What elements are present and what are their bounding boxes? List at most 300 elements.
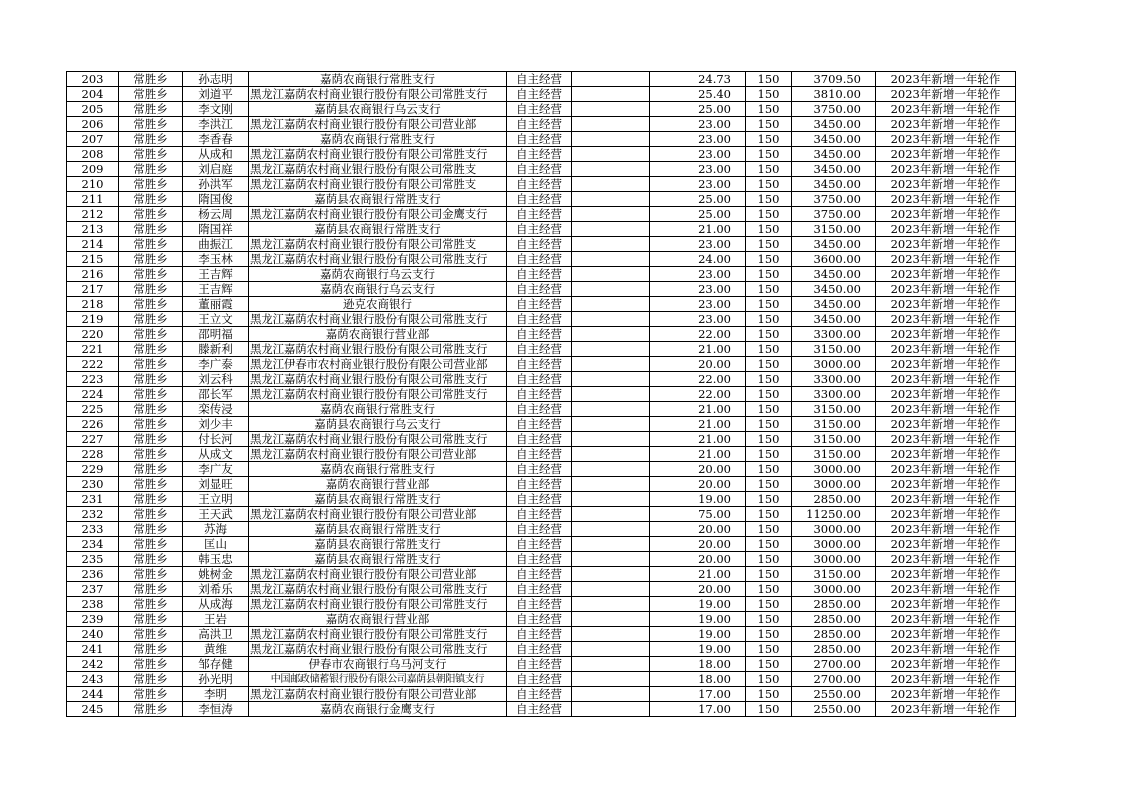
note-cell: 2023年新增一年轮作: [876, 492, 1016, 507]
bank-name-cell: 嘉荫农商银行营业部: [249, 612, 507, 627]
bank-name-cell: 嘉荫农商银行常胜支行: [249, 132, 507, 147]
subsidy-rate-cell: 150: [746, 162, 792, 177]
area-cell: 20.00: [650, 537, 746, 552]
subsidy-amount-cell: 3709.50: [792, 72, 876, 87]
farmer-name-cell: 曲振江: [183, 237, 249, 252]
subsidy-rate-cell: 150: [746, 597, 792, 612]
subsidy-amount-cell: 3000.00: [792, 552, 876, 567]
subsidy-rate-cell: 150: [746, 702, 792, 717]
farmer-name-cell: 王天武: [183, 507, 249, 522]
row-number-cell: 216: [67, 267, 119, 282]
farmer-name-cell: 付长河: [183, 432, 249, 447]
bank-name-cell: 黑龙江嘉荫农村商业银行股份有限公司营业部: [249, 507, 507, 522]
subsidy-amount-cell: 2850.00: [792, 642, 876, 657]
township-cell: 常胜乡: [119, 597, 183, 612]
subsidy-rate-cell: 150: [746, 132, 792, 147]
note-cell: 2023年新增一年轮作: [876, 477, 1016, 492]
farmer-name-cell: 苏海: [183, 522, 249, 537]
farmer-name-cell: 刘启庭: [183, 162, 249, 177]
subsidy-amount-cell: 3450.00: [792, 132, 876, 147]
farmer-name-cell: 从成文: [183, 447, 249, 462]
row-number-cell: 221: [67, 342, 119, 357]
operation-mode-cell: 自主经营: [507, 432, 572, 447]
area-cell: 22.00: [650, 387, 746, 402]
bank-name-cell: 黑龙江嘉荫农村商业银行股份有限公司常胜支行: [249, 342, 507, 357]
farmer-name-cell: 孙洪军: [183, 177, 249, 192]
operation-mode-cell: 自主经营: [507, 162, 572, 177]
row-number-cell: 217: [67, 282, 119, 297]
bank-name-cell: 嘉荫县农商银行乌云支行: [249, 102, 507, 117]
township-cell: 常胜乡: [119, 312, 183, 327]
operation-mode-cell: 自主经营: [507, 567, 572, 582]
subsidy-rate-cell: 150: [746, 627, 792, 642]
note-cell: 2023年新增一年轮作: [876, 672, 1016, 687]
subsidy-rate-cell: 150: [746, 372, 792, 387]
subsidy-amount-cell: 3450.00: [792, 267, 876, 282]
subsidy-rate-cell: 150: [746, 417, 792, 432]
note-cell: 2023年新增一年轮作: [876, 702, 1016, 717]
table-row: [67, 162, 1016, 177]
empty-cell: [572, 297, 650, 312]
subsidy-table: [66, 71, 1016, 717]
table-row: [67, 492, 1016, 507]
note-cell: 2023年新增一年轮作: [876, 282, 1016, 297]
note-cell: 2023年新增一年轮作: [876, 387, 1016, 402]
subsidy-rate-cell: 150: [746, 522, 792, 537]
operation-mode-cell: 自主经营: [507, 627, 572, 642]
subsidy-amount-cell: 3750.00: [792, 207, 876, 222]
area-cell: 19.00: [650, 597, 746, 612]
subsidy-rate-cell: 150: [746, 612, 792, 627]
farmer-name-cell: 姚树金: [183, 567, 249, 582]
row-number-cell: 204: [67, 87, 119, 102]
bank-name-cell: 嘉荫农商银行常胜支行: [249, 72, 507, 87]
row-number-cell: 237: [67, 582, 119, 597]
subsidy-amount-cell: 2850.00: [792, 612, 876, 627]
area-cell: 22.00: [650, 327, 746, 342]
subsidy-rate-cell: 150: [746, 507, 792, 522]
row-number-cell: 206: [67, 117, 119, 132]
bank-name-cell: 黑龙江嘉荫农村商业银行股份有限公司常胜支行: [249, 432, 507, 447]
farmer-name-cell: 李洪江: [183, 117, 249, 132]
area-cell: 23.00: [650, 177, 746, 192]
farmer-name-cell: 孙光明: [183, 672, 249, 687]
note-cell: 2023年新增一年轮作: [876, 342, 1016, 357]
area-cell: 24.73: [650, 72, 746, 87]
subsidy-rate-cell: 150: [746, 657, 792, 672]
row-number-cell: 209: [67, 162, 119, 177]
row-number-cell: 232: [67, 507, 119, 522]
bank-name-cell: 黑龙江嘉荫农村商业银行股份有限公司金鹰支行: [249, 207, 507, 222]
farmer-name-cell: 董丽霞: [183, 297, 249, 312]
area-cell: 18.00: [650, 672, 746, 687]
subsidy-amount-cell: 3450.00: [792, 177, 876, 192]
table-row: [67, 387, 1016, 402]
operation-mode-cell: 自主经营: [507, 507, 572, 522]
operation-mode-cell: 自主经营: [507, 687, 572, 702]
subsidy-rate-cell: 150: [746, 282, 792, 297]
table-row: [67, 402, 1016, 417]
area-cell: 19.00: [650, 642, 746, 657]
operation-mode-cell: 自主经营: [507, 492, 572, 507]
empty-cell: [572, 237, 650, 252]
empty-cell: [572, 207, 650, 222]
township-cell: 常胜乡: [119, 147, 183, 162]
note-cell: 2023年新增一年轮作: [876, 237, 1016, 252]
note-cell: 2023年新增一年轮作: [876, 192, 1016, 207]
operation-mode-cell: 自主经营: [507, 177, 572, 192]
farmer-name-cell: 王岩: [183, 612, 249, 627]
note-cell: 2023年新增一年轮作: [876, 402, 1016, 417]
note-cell: 2023年新增一年轮作: [876, 327, 1016, 342]
empty-cell: [572, 447, 650, 462]
row-number-cell: 207: [67, 132, 119, 147]
area-cell: 19.00: [650, 492, 746, 507]
farmer-name-cell: 王吉辉: [183, 267, 249, 282]
area-cell: 21.00: [650, 342, 746, 357]
farmer-name-cell: 栾传浸: [183, 402, 249, 417]
subsidy-rate-cell: 150: [746, 117, 792, 132]
bank-name-cell: 黑龙江嘉荫农村商业银行股份有限公司常胜支行: [249, 597, 507, 612]
operation-mode-cell: 自主经营: [507, 642, 572, 657]
township-cell: 常胜乡: [119, 522, 183, 537]
farmer-name-cell: 韩玉忠: [183, 552, 249, 567]
subsidy-rate-cell: 150: [746, 237, 792, 252]
empty-cell: [572, 552, 650, 567]
table-row: [67, 507, 1016, 522]
subsidy-amount-cell: 3150.00: [792, 432, 876, 447]
township-cell: 常胜乡: [119, 687, 183, 702]
township-cell: 常胜乡: [119, 657, 183, 672]
empty-cell: [572, 312, 650, 327]
table-row: [67, 432, 1016, 447]
note-cell: 2023年新增一年轮作: [876, 537, 1016, 552]
subsidy-rate-cell: 150: [746, 297, 792, 312]
note-cell: 2023年新增一年轮作: [876, 132, 1016, 147]
empty-cell: [572, 537, 650, 552]
area-cell: 20.00: [650, 462, 746, 477]
operation-mode-cell: 自主经营: [507, 87, 572, 102]
row-number-cell: 240: [67, 627, 119, 642]
area-cell: 18.00: [650, 657, 746, 672]
subsidy-rate-cell: 150: [746, 342, 792, 357]
table-row: [67, 537, 1016, 552]
table-row: [67, 297, 1016, 312]
operation-mode-cell: 自主经营: [507, 552, 572, 567]
table-row: [67, 312, 1016, 327]
empty-cell: [572, 702, 650, 717]
subsidy-amount-cell: 2850.00: [792, 492, 876, 507]
row-number-cell: 235: [67, 552, 119, 567]
area-cell: 17.00: [650, 702, 746, 717]
operation-mode-cell: 自主经营: [507, 237, 572, 252]
bank-name-cell: 嘉荫农商银行营业部: [249, 477, 507, 492]
empty-cell: [572, 567, 650, 582]
area-cell: 21.00: [650, 222, 746, 237]
farmer-name-cell: 孙志明: [183, 72, 249, 87]
township-cell: 常胜乡: [119, 387, 183, 402]
area-cell: 75.00: [650, 507, 746, 522]
area-cell: 19.00: [650, 627, 746, 642]
table-row: [67, 597, 1016, 612]
operation-mode-cell: 自主经营: [507, 327, 572, 342]
table-row: [67, 87, 1016, 102]
note-cell: 2023年新增一年轮作: [876, 447, 1016, 462]
empty-cell: [572, 492, 650, 507]
empty-cell: [572, 687, 650, 702]
subsidy-rate-cell: 150: [746, 102, 792, 117]
subsidy-amount-cell: 3450.00: [792, 117, 876, 132]
farmer-name-cell: 刘显旺: [183, 477, 249, 492]
note-cell: 2023年新增一年轮作: [876, 357, 1016, 372]
note-cell: 2023年新增一年轮作: [876, 642, 1016, 657]
subsidy-rate-cell: 150: [746, 402, 792, 417]
bank-name-cell: 嘉荫县农商银行常胜支行: [249, 552, 507, 567]
table-row: [67, 252, 1016, 267]
row-number-cell: 243: [67, 672, 119, 687]
township-cell: 常胜乡: [119, 627, 183, 642]
table-row: [67, 207, 1016, 222]
table-row: [67, 192, 1016, 207]
operation-mode-cell: 自主经营: [507, 387, 572, 402]
subsidy-amount-cell: 2550.00: [792, 687, 876, 702]
subsidy-rate-cell: 150: [746, 447, 792, 462]
area-cell: 21.00: [650, 447, 746, 462]
row-number-cell: 238: [67, 597, 119, 612]
subsidy-rate-cell: 150: [746, 477, 792, 492]
row-number-cell: 226: [67, 417, 119, 432]
area-cell: 17.00: [650, 687, 746, 702]
township-cell: 常胜乡: [119, 252, 183, 267]
township-cell: 常胜乡: [119, 432, 183, 447]
farmer-name-cell: 李恒涛: [183, 702, 249, 717]
empty-cell: [572, 582, 650, 597]
note-cell: 2023年新增一年轮作: [876, 432, 1016, 447]
bank-name-cell: 黑龙江嘉荫农村商业银行股份有限公司常胜支行: [249, 252, 507, 267]
township-cell: 常胜乡: [119, 582, 183, 597]
table-row: [67, 522, 1016, 537]
table-row: [67, 357, 1016, 372]
bank-name-cell: 嘉荫农商银行乌云支行: [249, 282, 507, 297]
operation-mode-cell: 自主经营: [507, 312, 572, 327]
township-cell: 常胜乡: [119, 417, 183, 432]
township-cell: 常胜乡: [119, 507, 183, 522]
note-cell: 2023年新增一年轮作: [876, 177, 1016, 192]
table-row: [67, 702, 1016, 717]
bank-name-cell: 嘉荫县农商银行常胜支行: [249, 492, 507, 507]
row-number-cell: 239: [67, 612, 119, 627]
subsidy-rate-cell: 150: [746, 387, 792, 402]
row-number-cell: 231: [67, 492, 119, 507]
empty-cell: [572, 267, 650, 282]
farmer-name-cell: 邹存健: [183, 657, 249, 672]
subsidy-rate-cell: 150: [746, 222, 792, 237]
subsidy-amount-cell: 3450.00: [792, 237, 876, 252]
area-cell: 23.00: [650, 132, 746, 147]
farmer-name-cell: 王立明: [183, 492, 249, 507]
bank-name-cell: 黑龙江嘉荫农村商业银行股份有限公司常胜支: [249, 177, 507, 192]
table-row: [67, 72, 1016, 87]
area-cell: 20.00: [650, 477, 746, 492]
row-number-cell: 218: [67, 297, 119, 312]
township-cell: 常胜乡: [119, 672, 183, 687]
subsidy-amount-cell: 3150.00: [792, 222, 876, 237]
note-cell: 2023年新增一年轮作: [876, 687, 1016, 702]
row-number-cell: 227: [67, 432, 119, 447]
empty-cell: [572, 192, 650, 207]
area-cell: 25.00: [650, 192, 746, 207]
area-cell: 23.00: [650, 117, 746, 132]
operation-mode-cell: 自主经营: [507, 402, 572, 417]
subsidy-amount-cell: 3000.00: [792, 522, 876, 537]
empty-cell: [572, 657, 650, 672]
subsidy-amount-cell: 3810.00: [792, 87, 876, 102]
subsidy-amount-cell: 2850.00: [792, 597, 876, 612]
farmer-name-cell: 刘少丰: [183, 417, 249, 432]
table-row: [67, 237, 1016, 252]
row-number-cell: 214: [67, 237, 119, 252]
area-cell: 21.00: [650, 432, 746, 447]
row-number-cell: 220: [67, 327, 119, 342]
empty-cell: [572, 282, 650, 297]
operation-mode-cell: 自主经营: [507, 372, 572, 387]
subsidy-amount-cell: 3600.00: [792, 252, 876, 267]
bank-name-cell: 黑龙江嘉荫农村商业银行股份有限公司常胜支行: [249, 582, 507, 597]
bank-name-cell: 黑龙江嘉荫农村商业银行股份有限公司营业部: [249, 117, 507, 132]
empty-cell: [572, 387, 650, 402]
farmer-name-cell: 王立文: [183, 312, 249, 327]
bank-name-cell: 嘉荫农商银行金鹰支行: [249, 702, 507, 717]
operation-mode-cell: 自主经营: [507, 537, 572, 552]
subsidy-amount-cell: 3450.00: [792, 297, 876, 312]
table-row: [67, 222, 1016, 237]
table-row: [67, 672, 1016, 687]
bank-name-cell: 黑龙江嘉荫农村商业银行股份有限公司常胜支行: [249, 387, 507, 402]
operation-mode-cell: 自主经营: [507, 462, 572, 477]
bank-name-cell: 黑龙江嘉荫农村商业银行股份有限公司常胜支行: [249, 627, 507, 642]
table-row: [67, 462, 1016, 477]
table-row: [67, 612, 1016, 627]
row-number-cell: 208: [67, 147, 119, 162]
area-cell: 25.00: [650, 102, 746, 117]
bank-name-cell: 黑龙江嘉荫农村商业银行股份有限公司常胜支行: [249, 87, 507, 102]
row-number-cell: 234: [67, 537, 119, 552]
township-cell: 常胜乡: [119, 537, 183, 552]
table-row: [67, 267, 1016, 282]
row-number-cell: 213: [67, 222, 119, 237]
note-cell: 2023年新增一年轮作: [876, 222, 1016, 237]
operation-mode-cell: 自主经营: [507, 132, 572, 147]
farmer-name-cell: 王吉辉: [183, 282, 249, 297]
farmer-name-cell: 黄维: [183, 642, 249, 657]
farmer-name-cell: 杨云周: [183, 207, 249, 222]
township-cell: 常胜乡: [119, 612, 183, 627]
note-cell: 2023年新增一年轮作: [876, 522, 1016, 537]
empty-cell: [572, 642, 650, 657]
row-number-cell: 230: [67, 477, 119, 492]
row-number-cell: 242: [67, 657, 119, 672]
area-cell: 20.00: [650, 522, 746, 537]
township-cell: 常胜乡: [119, 222, 183, 237]
operation-mode-cell: 自主经营: [507, 447, 572, 462]
operation-mode-cell: 自主经营: [507, 597, 572, 612]
operation-mode-cell: 自主经营: [507, 297, 572, 312]
table-row: [67, 642, 1016, 657]
bank-name-cell: 黑龙江嘉荫农村商业银行股份有限公司常胜支行: [249, 147, 507, 162]
table-row: [67, 447, 1016, 462]
subsidy-amount-cell: 2850.00: [792, 627, 876, 642]
subsidy-rate-cell: 150: [746, 267, 792, 282]
operation-mode-cell: 自主经营: [507, 267, 572, 282]
operation-mode-cell: 自主经营: [507, 702, 572, 717]
township-cell: 常胜乡: [119, 702, 183, 717]
farmer-name-cell: 从成海: [183, 597, 249, 612]
row-number-cell: 241: [67, 642, 119, 657]
bank-name-cell: 嘉荫县农商银行常胜支行: [249, 222, 507, 237]
subsidy-amount-cell: 3000.00: [792, 357, 876, 372]
farmer-name-cell: 李玉林: [183, 252, 249, 267]
area-cell: 20.00: [650, 552, 746, 567]
table-row: [67, 327, 1016, 342]
subsidy-amount-cell: 3000.00: [792, 582, 876, 597]
note-cell: 2023年新增一年轮作: [876, 312, 1016, 327]
township-cell: 常胜乡: [119, 567, 183, 582]
note-cell: 2023年新增一年轮作: [876, 507, 1016, 522]
empty-cell: [572, 117, 650, 132]
subsidy-rate-cell: 150: [746, 582, 792, 597]
area-cell: 25.00: [650, 207, 746, 222]
bank-name-cell: 黑龙江嘉荫农村商业银行股份有限公司常胜支行: [249, 372, 507, 387]
empty-cell: [572, 102, 650, 117]
area-cell: 23.00: [650, 162, 746, 177]
row-number-cell: 215: [67, 252, 119, 267]
subsidy-amount-cell: 3450.00: [792, 162, 876, 177]
empty-cell: [572, 417, 650, 432]
table-row: [67, 342, 1016, 357]
subsidy-amount-cell: 3150.00: [792, 567, 876, 582]
subsidy-rate-cell: 150: [746, 492, 792, 507]
empty-cell: [572, 72, 650, 87]
empty-cell: [572, 522, 650, 537]
subsidy-amount-cell: 3000.00: [792, 537, 876, 552]
note-cell: 2023年新增一年轮作: [876, 87, 1016, 102]
bank-name-cell: 黑龙江嘉荫农村商业银行股份有限公司营业部: [249, 687, 507, 702]
row-number-cell: 205: [67, 102, 119, 117]
empty-cell: [572, 507, 650, 522]
bank-name-cell: 黑龙江嘉荫农村商业银行股份有限公司常胜支: [249, 162, 507, 177]
table-row: [67, 627, 1016, 642]
operation-mode-cell: 自主经营: [507, 672, 572, 687]
table-row: [67, 552, 1016, 567]
note-cell: 2023年新增一年轮作: [876, 147, 1016, 162]
area-cell: 23.00: [650, 267, 746, 282]
subsidy-rate-cell: 150: [746, 642, 792, 657]
note-cell: 2023年新增一年轮作: [876, 657, 1016, 672]
subsidy-amount-cell: 3750.00: [792, 102, 876, 117]
farmer-name-cell: 高洪卫: [183, 627, 249, 642]
bank-name-cell: 黑龙江嘉荫农村商业银行股份有限公司常胜支行: [249, 642, 507, 657]
farmer-name-cell: 隋国祥: [183, 222, 249, 237]
area-cell: 19.00: [650, 612, 746, 627]
subsidy-amount-cell: 3150.00: [792, 447, 876, 462]
subsidy-amount-cell: 3300.00: [792, 372, 876, 387]
area-cell: 23.00: [650, 312, 746, 327]
subsidy-amount-cell: 3450.00: [792, 282, 876, 297]
empty-cell: [572, 432, 650, 447]
subsidy-rate-cell: 150: [746, 537, 792, 552]
operation-mode-cell: 自主经营: [507, 582, 572, 597]
farmer-name-cell: 李广友: [183, 462, 249, 477]
